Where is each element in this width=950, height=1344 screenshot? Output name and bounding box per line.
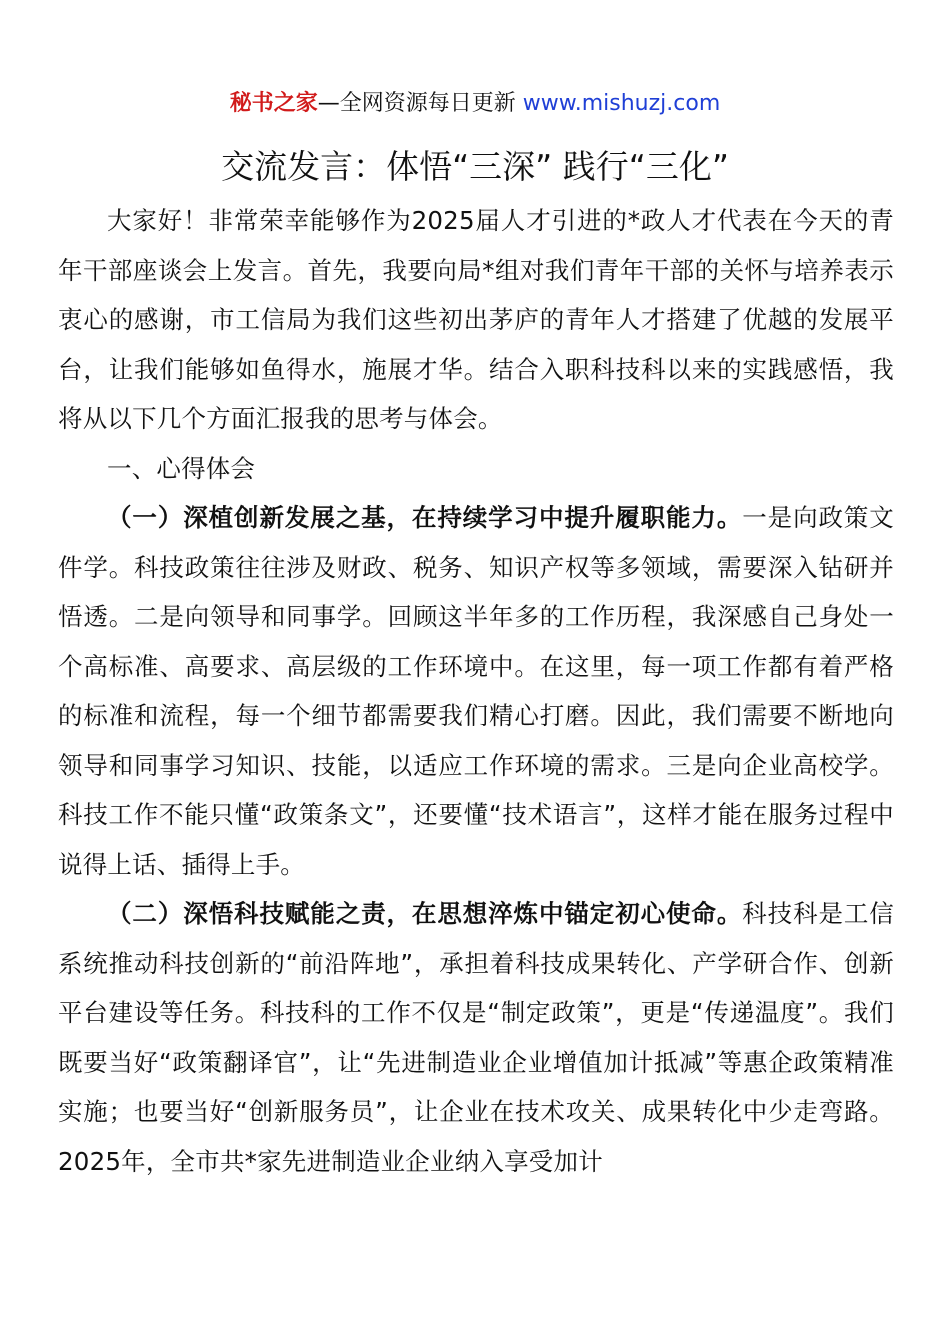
intro-paragraph: 大家好！非常荣幸能够作为2025届人才引进的*政人才代表在今天的青年干部座谈会上发言。首先，我要向局*组对我们青年干部的关怀与培养表示衷心的感谢，市工信局为我们这些初出茅庐的青年人才搭建了优越的发展平台，让我们能够如鱼得水，施展才华。结合入职科技科以来的实践感悟，我将从以下几个方面汇报我的思考与体会。	[58, 206, 894, 433]
section-heading: 一、心得体会	[107, 453, 256, 483]
site-header	[0, 88, 950, 120]
subsection-1-text: 一是向政策文件学。科技政策往往涉及财政、税务、知识产权等多领域，需要深入钻研并悟透。二是向领导和同事学。回顾这半年多的工作历程，我深感自己身处一个高标准、高要求、高层级的工作环境中。在这里，每一项工作都有着严格的标准和流程，每一个细节都需要我们精心打磨。因此，我们需要不断地向领导和同事学习知识、技能，以适应工作环境的需求。三是向企业高校学。科技工作不能只懂“政策条文”，还要懂“技术语言”，这样才能在服务过程中说得上话、插得上手。	[58, 503, 894, 879]
subsection-1-heading: （一）深植创新发展之基，在持续学习中提升履职能力。	[107, 503, 743, 532]
subsection-2-text: 科技科是工信系统推动科技创新的“前沿阵地”，承担着科技成果转化、产学研合作、创新平台建设等任务。科技科的工作不仅是“制定政策”，更是“传递温度”。我们既要当好“政策翻译官”，让“先进制造业企业增值加计抵减”等惠企政策精准实施；也要当好“创新服务员”，让企业在技术攻关、成果转化中少走弯路。2025年，全市共*家先进制造业企业纳入享受加计	[58, 899, 894, 1176]
header-tagline: —全网资源每日更新	[317, 91, 523, 116]
subsection-2-heading: （二）深悟科技赋能之责，在思想淬炼中锚定初心使命。	[107, 899, 743, 928]
site-url-link[interactable]: www.mishuzj.com	[522, 91, 721, 116]
subsection-1-paragraph	[58, 493, 894, 889]
document-title: 交流发言：体悟“三深” 践行“三化”	[221, 147, 729, 186]
subsection-2-paragraph	[58, 889, 894, 1186]
brand-name: 秘书之家	[229, 91, 318, 116]
document-body	[58, 196, 894, 1186]
